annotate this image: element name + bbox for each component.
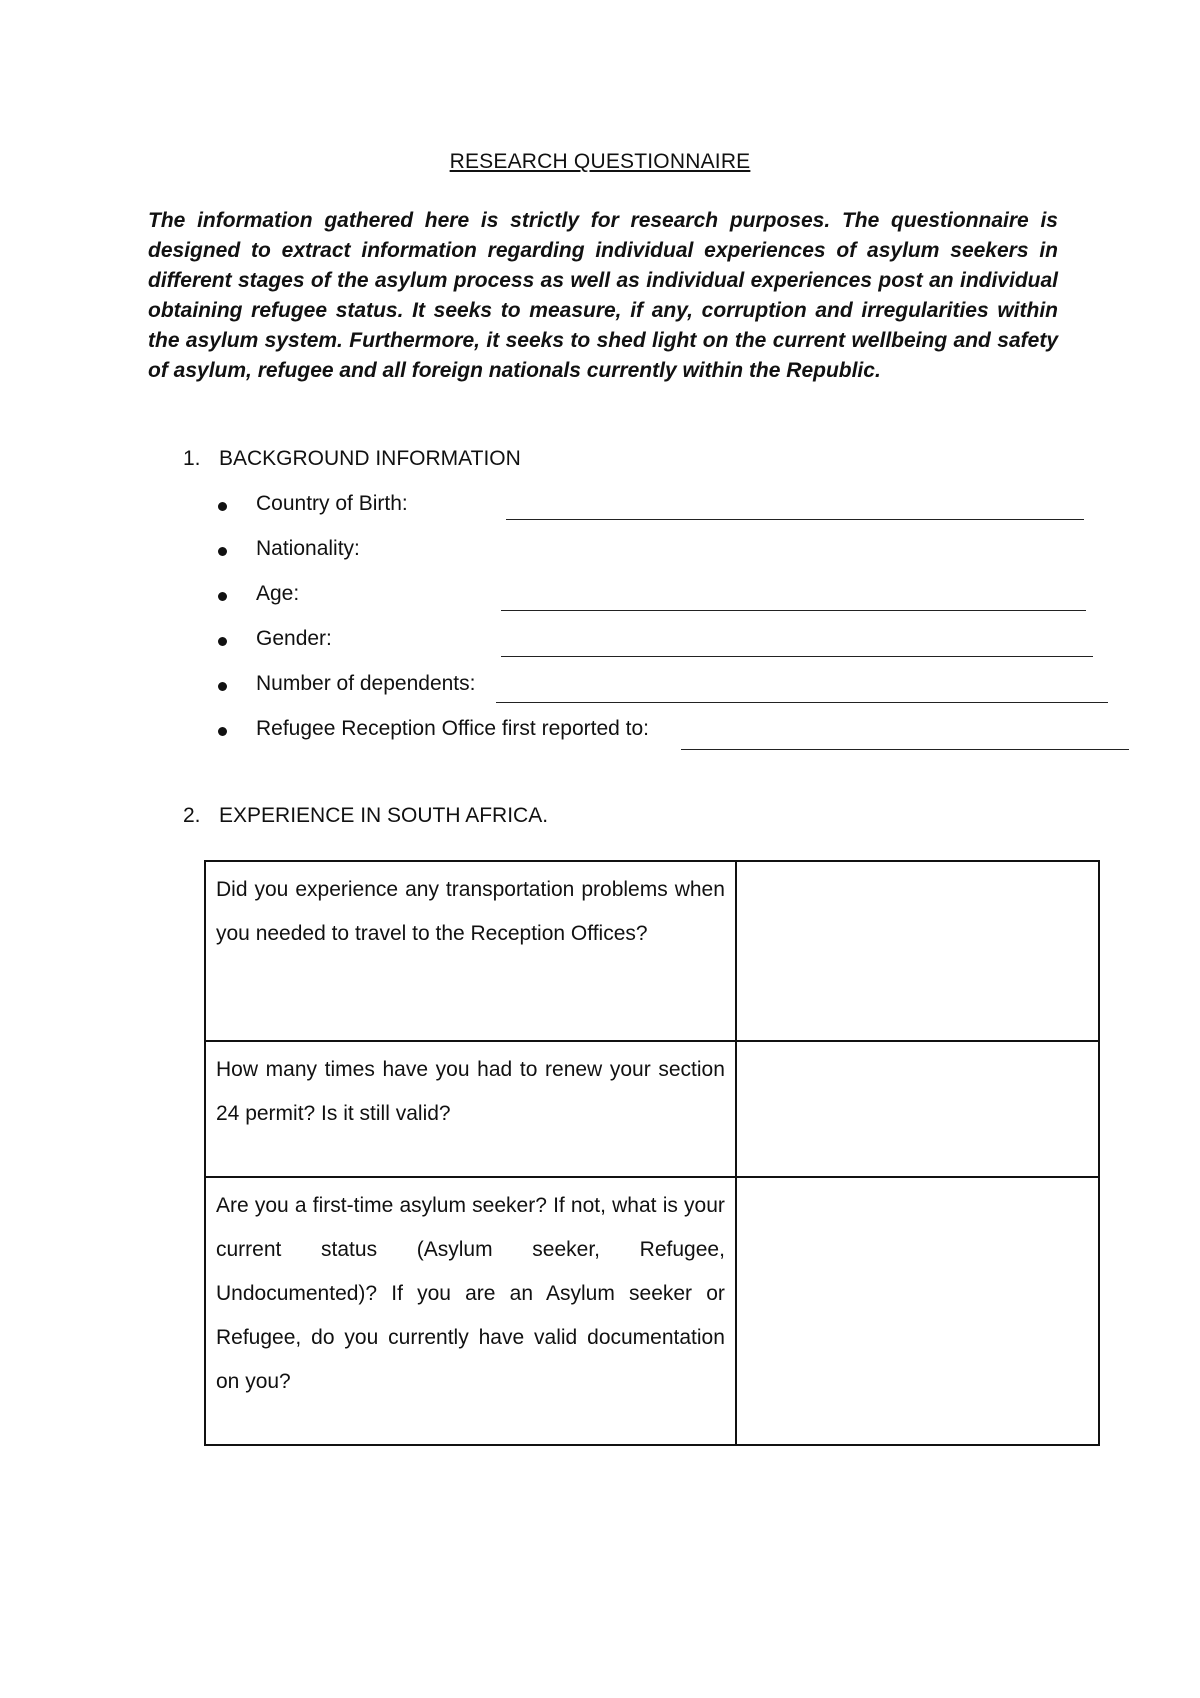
answer-cell[interactable] [736, 861, 1099, 1041]
field-label: Nationality: [256, 537, 360, 560]
field-label: Gender: [256, 627, 332, 650]
answer-cell[interactable] [736, 1177, 1099, 1445]
field-age [218, 582, 1118, 612]
gender-input[interactable] [501, 656, 1093, 657]
experience-table [204, 860, 1100, 1446]
question-cell: Did you experience any transportation problems when you needed to travel to the Reception Offices? [205, 861, 736, 1041]
question-cell: How many times have you had to renew your section 24 permit? Is it still valid? [205, 1041, 736, 1177]
field-gender [218, 627, 1118, 657]
section-heading-background [183, 447, 521, 471]
bullet-icon [218, 727, 227, 736]
bullet-icon [218, 502, 227, 511]
field-nationality [218, 537, 1118, 567]
bullet-icon [218, 547, 227, 556]
section-number: 1. [183, 447, 201, 470]
question-cell: Are you a first-time asylum seeker? If not, what is your current status (Asylum seeker, Refugee, Undocumented)? If you are an Asylum seeker or Refugee, do you currently have valid documentation on you? [205, 1177, 736, 1445]
table-row [205, 1041, 1099, 1177]
number-of-dependents-input[interactable] [496, 702, 1108, 703]
section-title: BACKGROUND INFORMATION [219, 447, 521, 470]
table-row [205, 861, 1099, 1041]
section-title: EXPERIENCE IN SOUTH AFRICA. [219, 804, 549, 827]
section-heading-experience [183, 804, 548, 828]
reception-office-input[interactable] [681, 749, 1129, 750]
section-number: 2. [183, 804, 201, 827]
country-of-birth-input[interactable] [506, 519, 1084, 520]
field-reception-office [218, 717, 1138, 747]
field-label: Refugee Reception Office first reported to: [256, 717, 649, 740]
answer-cell[interactable] [736, 1041, 1099, 1177]
field-label: Country of Birth: [256, 492, 408, 515]
bullet-icon [218, 592, 227, 601]
field-number-of-dependents [218, 672, 1118, 702]
page-title: RESEARCH QUESTIONNAIRE [449, 150, 751, 173]
field-country-of-birth [218, 492, 1118, 522]
table-row [205, 1177, 1099, 1445]
intro-paragraph: The information gathered here is strictly for research purposes. The questionnaire is designed to extract information regarding individual experiences of asylum seekers in different stages of the asylum process as well as individual experiences post an individual obtaining refugee status. It seeks to measure, if any, corruption and irregularities within the asylum system. Furthermore, it seeks to shed light on the current wellbeing and safety of asylum, refugee and all foreign nationals currently within the Republic. [148, 209, 1058, 382]
field-label: Number of dependents: [256, 672, 476, 695]
bullet-icon [218, 682, 227, 691]
bullet-icon [218, 637, 227, 646]
field-label: Age: [256, 582, 300, 605]
age-input[interactable] [501, 610, 1086, 611]
nationality-input[interactable] [506, 564, 1084, 565]
